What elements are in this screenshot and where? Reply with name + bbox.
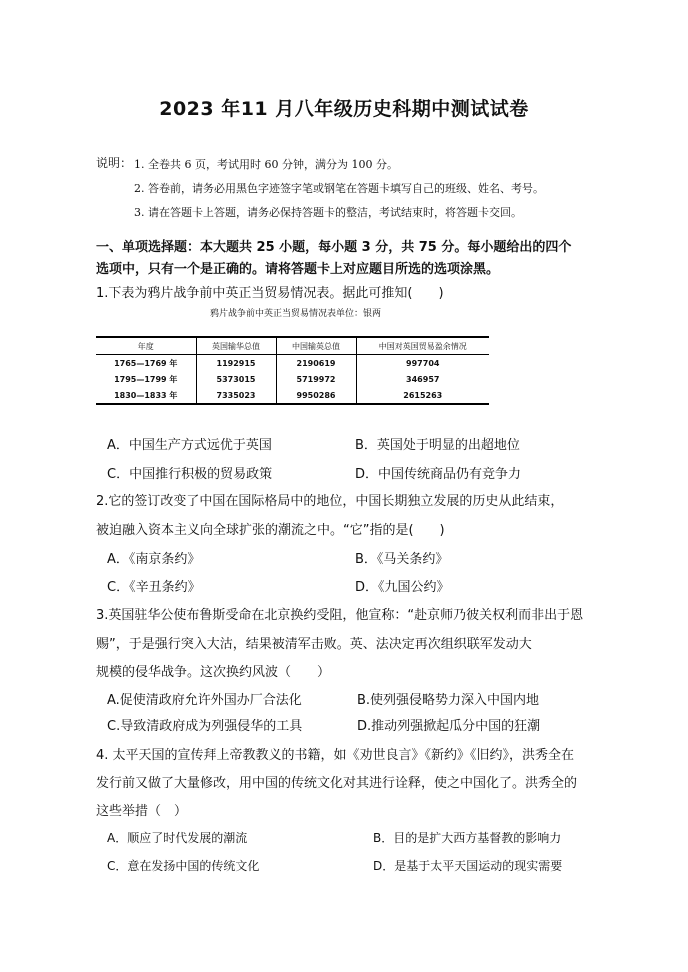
option-b: B.使列强侵略势力深入中国内地 (357, 693, 540, 708)
option-b: B．目的是扩大西方基督教的影响力 (373, 831, 562, 845)
table-cell: 9950286 (276, 387, 356, 404)
question-stem: 1.下表为鸦片战争前中英正当贸易情况表。据此可推知( ) (96, 286, 444, 301)
table-cell: 997704 (356, 355, 489, 372)
table-cell: 1795—1799 年 (96, 371, 196, 387)
option-d: D．《九国公约》 (355, 580, 450, 595)
question-stem: 3.英国驻华公使布鲁斯受命在北京换约受阻，他宣称：“赴京师乃彼关权利而非出于恩 (96, 608, 584, 623)
option-d: D．中国传统商品仍有竞争力 (355, 467, 522, 482)
table-cell: 1192915 (196, 355, 276, 372)
option-c: C.导致清政府成为列强侵华的工具 (107, 719, 303, 734)
option-c: C．《辛丑条约》 (107, 580, 201, 595)
table-caption: 鸦片战争前中英正当贸易情况表单位：银两 (210, 309, 382, 319)
option-a: A．《南京条约》 (107, 552, 201, 567)
option-c: C．意在发扬中国的传统文化 (107, 859, 260, 873)
column-header: 中国对英国贸易盈余情况 (356, 337, 489, 355)
question-stem: 这些举措（ ） (96, 804, 188, 819)
section-heading-line: 一、单项选择题：本大题共 25 小题，每小题 3 分，共 75 分。每小题给出的四个 (96, 240, 572, 255)
table-cell: 346957 (356, 371, 489, 387)
table-row (96, 355, 489, 372)
question-stem: 2.它的签订改变了中国在国际格局中的地位，中国长期独立发展的历史从此结束， (96, 494, 564, 509)
section-heading-line: 选项中，只有一个是正确的。请将答题卡上对应题目所选的选项涂黑。 (96, 262, 500, 277)
table-cell: 2190619 (276, 355, 356, 372)
question-stem: 赐”，于是强行突入大沽，结果被清军击败。英、法决定再次组织联军发动大 (96, 637, 532, 652)
table-row (96, 371, 489, 387)
question-stem: 发行前又做了大量修改，用中国的传统文化对其进行诠释，使之中国化了。洪秀全的 (96, 776, 578, 791)
option-c: C．中国推行积极的贸易政策 (107, 467, 273, 482)
table-row (96, 387, 489, 404)
option-d: D．是基于太平天国运动的现实需要 (373, 859, 563, 873)
trade-table (96, 336, 489, 405)
question-stem: 规模的侵华战争。这次换约风波（ ） (96, 665, 331, 680)
question-stem: 被迫融入资本主义向全球扩张的潮流之中。“它”指的是( ) (96, 523, 445, 538)
column-header: 英国输华总值 (196, 337, 276, 355)
option-b: B．英国处于明显的出超地位 (355, 438, 520, 453)
option-b: B．《马关条约》 (355, 552, 449, 567)
option-a: A．顺应了时代发展的潮流 (107, 831, 248, 845)
option-a: A.促使清政府允许外国办厂合法化 (107, 693, 302, 708)
column-header: 中国输英总值 (276, 337, 356, 355)
table-cell: 5719972 (276, 371, 356, 387)
table-cell: 1830—1833 年 (96, 387, 196, 404)
question-stem: 4. 太平天国的宣传拜上帝教教义的书籍，如《劝世良言》《新约》《旧约》，洪秀全在 (96, 748, 575, 763)
option-a: A．中国生产方式远优于英国 (107, 438, 272, 453)
instruction-item: 2. 答卷前，请务必用黑色字迹签字笔或钢笔在答题卡填写自己的班级、姓名、考号。 (134, 182, 544, 195)
option-d: D.推动列强掀起瓜分中国的狂潮 (357, 719, 541, 734)
table-cell: 2615263 (356, 387, 489, 404)
instruction-item: 1. 全卷共 6 页，考试用时 60 分钟，满分为 100 分。 (134, 158, 398, 171)
instruction-item: 3. 请在答题卡上答题，请务必保持答题卡的整洁，考试结束时，将答题卡交回。 (134, 206, 522, 219)
column-header: 年度 (96, 337, 196, 355)
instructions-label: 说明： (96, 156, 133, 170)
table-header-row (96, 337, 489, 355)
table-cell: 5373015 (196, 371, 276, 387)
table-cell: 1765—1769 年 (96, 355, 196, 372)
table-cell: 7335023 (196, 387, 276, 404)
page-title: 2023 年11 月八年级历史科期中测试试卷 (159, 98, 529, 120)
